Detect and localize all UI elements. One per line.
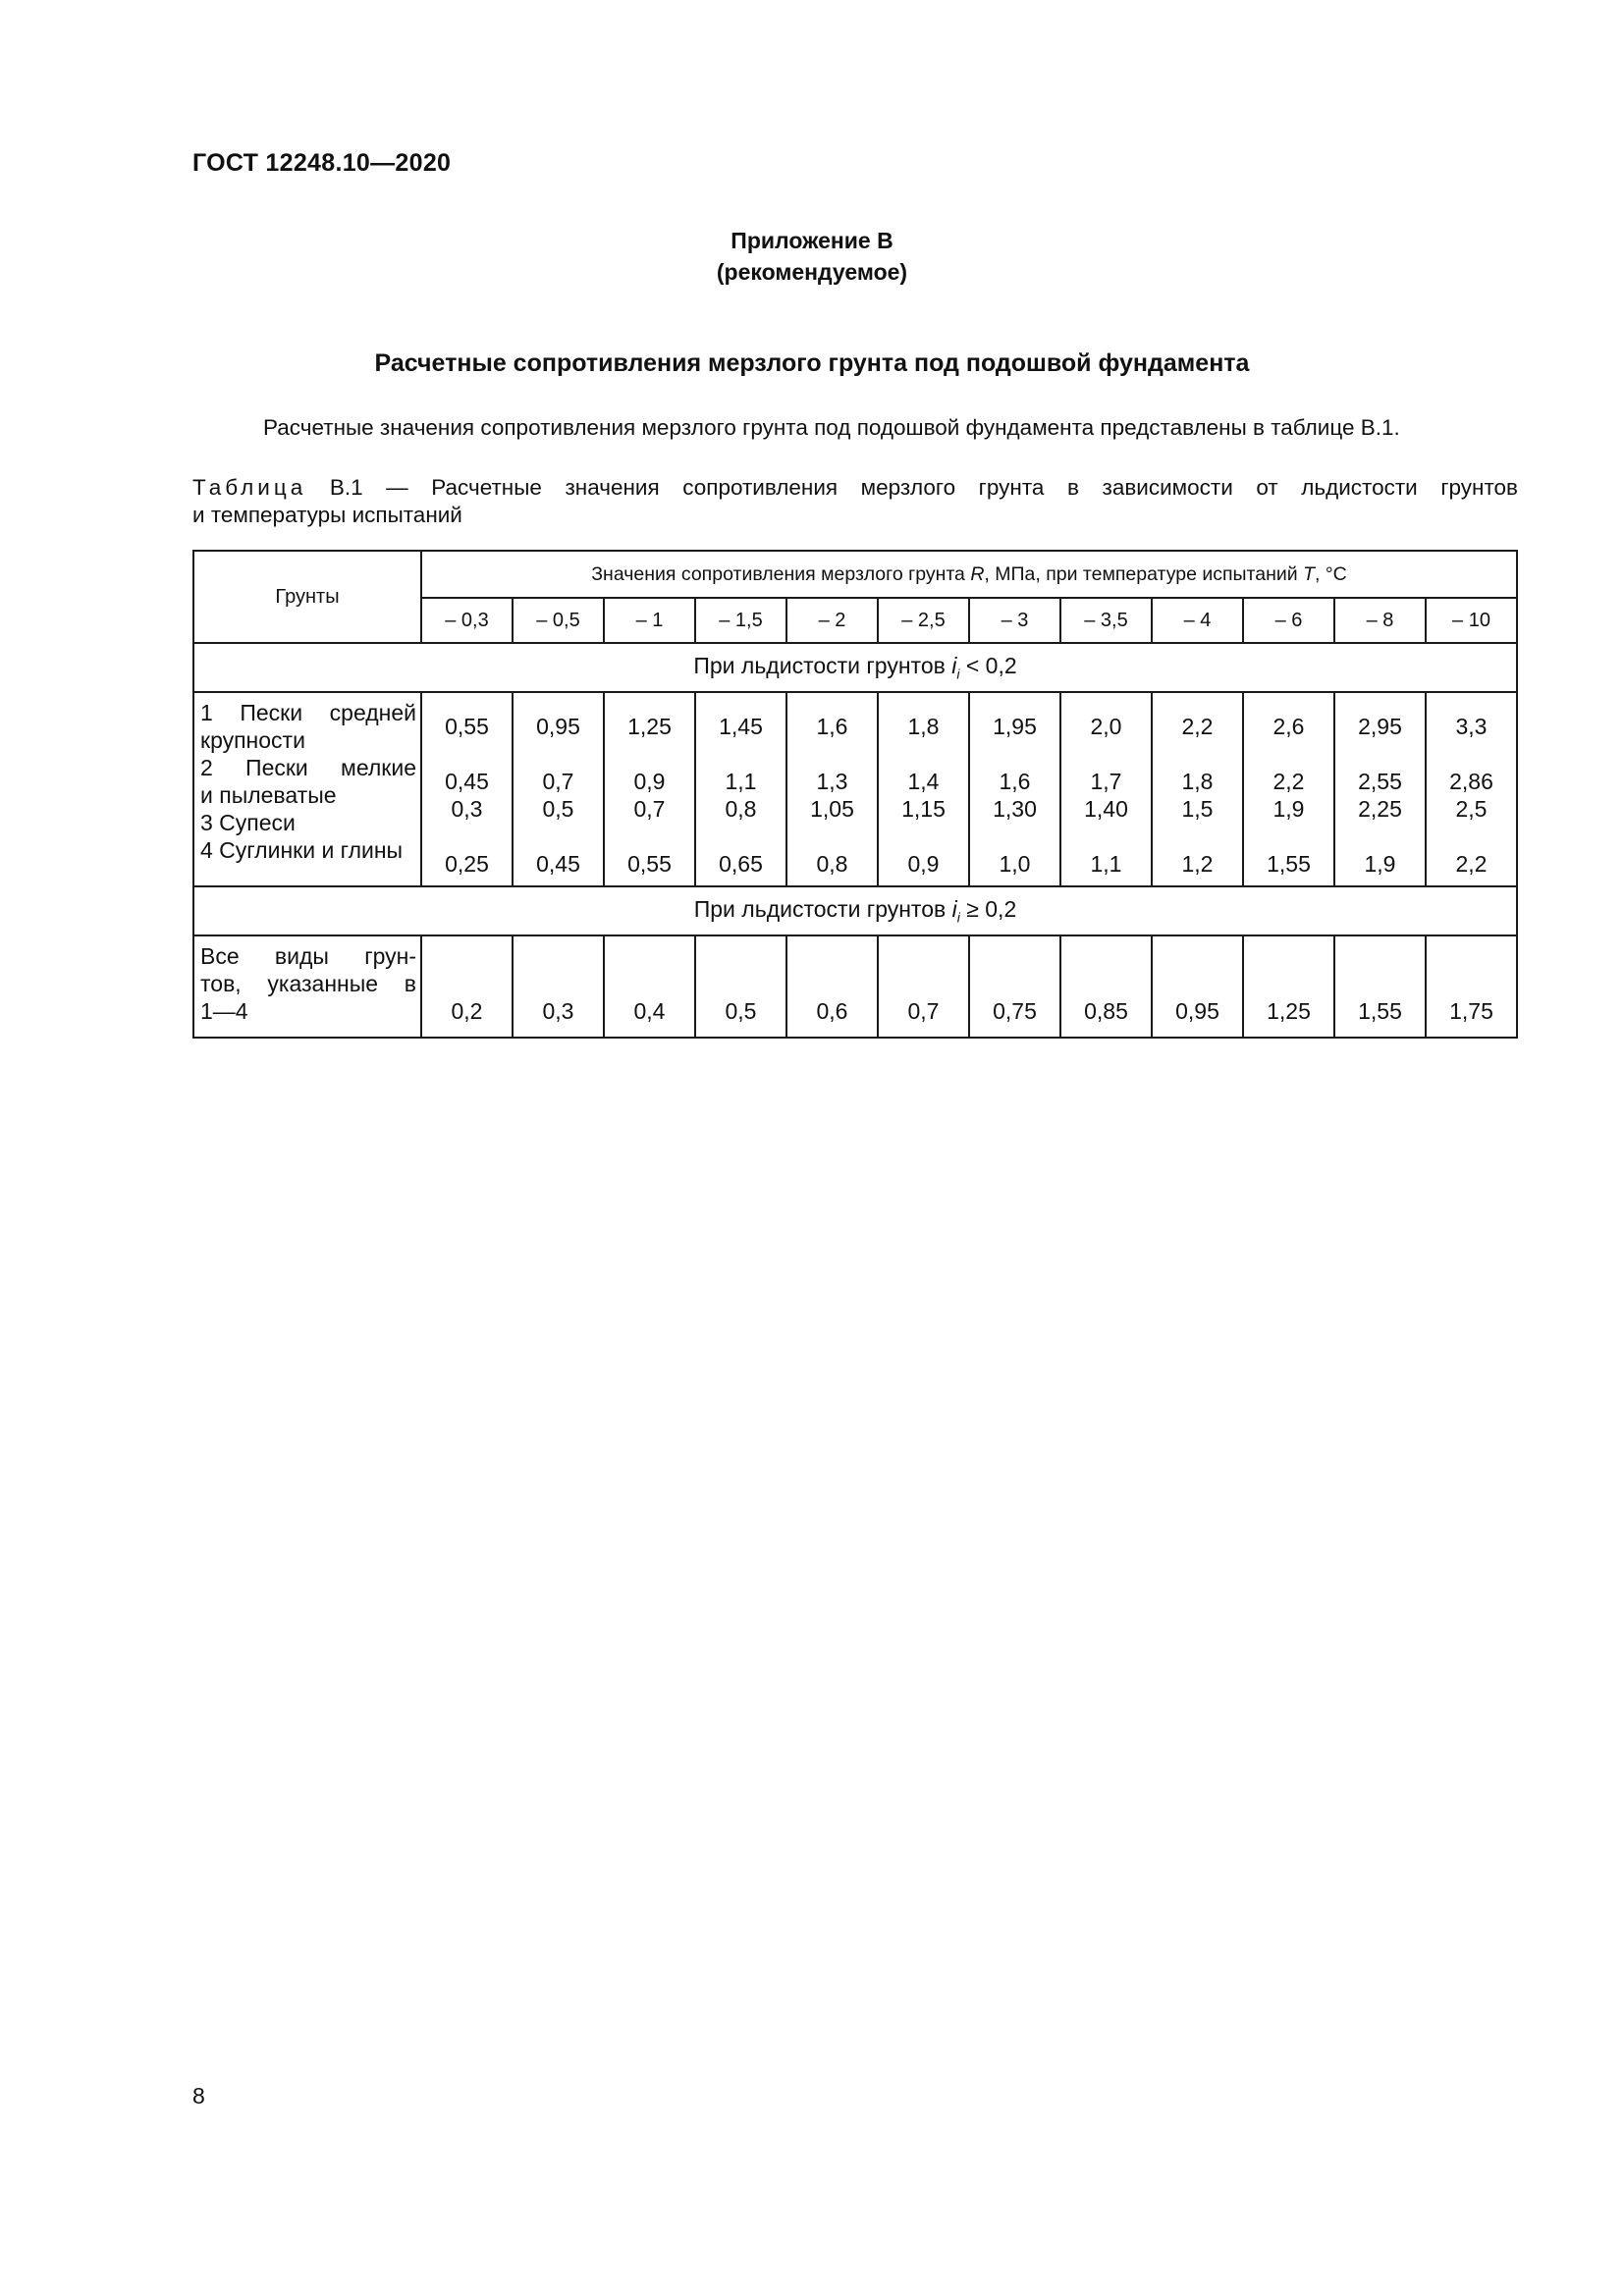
table-cell-value: 1,6 bbox=[999, 769, 1031, 794]
group1-row bbox=[193, 692, 1517, 886]
resistance-table bbox=[192, 550, 1518, 1039]
table-cell-value: 0,9 bbox=[633, 769, 666, 794]
table-cell-value: 0,5 bbox=[542, 796, 574, 822]
temperature-header-cell: – 6 bbox=[1243, 598, 1334, 643]
table-cell-value: 2,86 bbox=[1449, 769, 1493, 794]
group2-row bbox=[193, 935, 1517, 1038]
group2-value-cell bbox=[1243, 935, 1334, 1038]
group2-soil-labels bbox=[193, 935, 421, 1038]
group1-value-column bbox=[1060, 692, 1152, 886]
table-cell-value: 0,85 bbox=[1084, 998, 1128, 1024]
table-cell-value: 1,55 bbox=[1267, 851, 1311, 877]
table-cell-value: 1,2 bbox=[1181, 851, 1214, 877]
temperature-header-cell: – 8 bbox=[1334, 598, 1426, 643]
table-cell-value: 1,9 bbox=[1272, 796, 1305, 822]
table-cell-value: 0,9 bbox=[907, 851, 940, 877]
table-cell-value: 1,30 bbox=[993, 796, 1037, 822]
appendix-note: (рекомендуемое) bbox=[716, 259, 908, 285]
temperature-header-cell: – 0,5 bbox=[513, 598, 604, 643]
table-cell-value: 0,2 bbox=[451, 998, 483, 1024]
table-cell-value: 1,8 bbox=[1181, 769, 1214, 794]
table-cell-value: 1,8 bbox=[907, 714, 940, 739]
table-cell-value: 1,15 bbox=[901, 796, 946, 822]
table-cell-value: 0,8 bbox=[725, 796, 757, 822]
table-caption-line2: и температуры испытаний bbox=[192, 503, 462, 527]
table-cell-value: 1,3 bbox=[816, 769, 848, 794]
band-high-tail: ≥ 0,2 bbox=[966, 896, 1017, 923]
section-title: Расчетные сопротивления мерзлого грунта под подошвой фундамента bbox=[374, 349, 1250, 377]
group2-value-cell bbox=[1426, 935, 1517, 1038]
table-cell-value: 0,25 bbox=[445, 851, 489, 877]
soil-column-header: Грунты bbox=[193, 551, 421, 643]
group2-value-cell bbox=[695, 935, 786, 1038]
table-cell-value: 1,1 bbox=[1090, 851, 1122, 877]
group2-value-cell bbox=[513, 935, 604, 1038]
table-cell-value: 0,5 bbox=[725, 998, 757, 1024]
table-cell-value: 1,4 bbox=[907, 769, 940, 794]
group2-value-cell bbox=[421, 935, 513, 1038]
group1-value-column bbox=[695, 692, 786, 886]
table-cell-value: 0,65 bbox=[719, 851, 763, 877]
table-cell-value: 0,45 bbox=[445, 769, 489, 794]
soil-label-all-1: Все виды грун- bbox=[200, 943, 416, 969]
table-cell-value: 3,3 bbox=[1455, 714, 1488, 739]
temperature-header-cell: – 4 bbox=[1152, 598, 1243, 643]
temperature-header-cell: – 1,5 bbox=[695, 598, 786, 643]
temperature-header-cell: – 1 bbox=[604, 598, 695, 643]
group1-value-column bbox=[1152, 692, 1243, 886]
soil-label-1b: крупности bbox=[200, 727, 305, 753]
group1-value-column bbox=[1426, 692, 1517, 886]
appendix-title: Приложение В bbox=[731, 228, 893, 253]
table-cell-value: 1,05 bbox=[810, 796, 854, 822]
table-cell-value: 0,75 bbox=[993, 998, 1037, 1024]
group2-value-cell bbox=[786, 935, 878, 1038]
group1-value-column bbox=[604, 692, 695, 886]
caption-line1: В.1 — Расчетные значения сопротивления мерзлого грунта в зависимости от льдистости грунтов bbox=[329, 475, 1518, 500]
temperature-header-cell: – 0,3 bbox=[421, 598, 513, 643]
group2-value-cell bbox=[604, 935, 695, 1038]
soil-label-2a: 2 Пески мелкие bbox=[200, 755, 416, 780]
table-cell-value: 0,4 bbox=[633, 998, 666, 1024]
table-cell-value: 0,95 bbox=[536, 714, 580, 739]
table-cell-value: 2,95 bbox=[1358, 714, 1402, 739]
table-cell-value: 1,0 bbox=[999, 851, 1031, 877]
table-cell-value: 1,75 bbox=[1449, 998, 1493, 1024]
table-cell-value: 0,7 bbox=[633, 796, 666, 822]
table-cell-value: 0,55 bbox=[627, 851, 672, 877]
table-cell-value: 0,55 bbox=[445, 714, 489, 739]
group2-value-cell bbox=[969, 935, 1060, 1038]
group1-value-column bbox=[421, 692, 513, 886]
group1-value-column bbox=[786, 692, 878, 886]
table-cell-value: 2,25 bbox=[1358, 796, 1402, 822]
table-cell-value: 2,2 bbox=[1272, 769, 1305, 794]
ice-content-band-low: При льдистости грунтов $i_i < 0,2$ bbox=[193, 643, 1517, 692]
table-cell-value: 0,7 bbox=[907, 998, 940, 1024]
soil-label-3: 3 Супеси bbox=[200, 810, 296, 835]
group1-soil-labels bbox=[193, 692, 421, 886]
table-cell-value: 2,0 bbox=[1090, 714, 1122, 739]
table-cell-value: 1,25 bbox=[627, 714, 672, 739]
table-cell-value: 1,6 bbox=[816, 714, 848, 739]
table-cell-value: 0,45 bbox=[536, 851, 580, 877]
group1-value-column bbox=[969, 692, 1060, 886]
table-cell-value: 0,3 bbox=[451, 796, 483, 822]
value-column-header: Значения сопротивления мерзлого грунта R, МПа, при температуре испытаний T, °С bbox=[421, 551, 1517, 598]
table-caption bbox=[192, 473, 1518, 502]
table-cell-value: 1,55 bbox=[1358, 998, 1402, 1024]
group2-value-cell bbox=[878, 935, 969, 1038]
group1-value-column bbox=[1243, 692, 1334, 886]
band-low-var: i bbox=[951, 653, 957, 679]
table-cell-value: 1,45 bbox=[719, 714, 763, 739]
soil-label-4: 4 Суглинки и глины bbox=[200, 837, 404, 863]
table-cell-value: 2,55 bbox=[1358, 769, 1402, 794]
band-high-text: При льдистости грунтов bbox=[693, 896, 947, 923]
group2-value-cell bbox=[1334, 935, 1426, 1038]
table-cell-value: 1,25 bbox=[1267, 998, 1311, 1024]
table-cell-value: 0,6 bbox=[816, 998, 848, 1024]
table-cell-value: 2,2 bbox=[1181, 714, 1214, 739]
temperature-header-cell: – 3 bbox=[969, 598, 1060, 643]
group2-value-cell bbox=[1060, 935, 1152, 1038]
group1-value-column bbox=[878, 692, 969, 886]
soil-label-all-2: тов, указанные в bbox=[200, 971, 416, 996]
temperature-header-cell: – 2,5 bbox=[878, 598, 969, 643]
soil-label-1a: 1 Пески средней bbox=[200, 700, 416, 725]
group2-value-cell bbox=[1152, 935, 1243, 1038]
band-low-tail: < 0,2 bbox=[965, 653, 1017, 679]
table-cell-value: 0,8 bbox=[816, 851, 848, 877]
standard-number: ГОСТ 12248.10—2020 bbox=[192, 149, 452, 177]
table-cell-value: 1,95 bbox=[993, 714, 1037, 739]
soil-label-all-3: 1—4 bbox=[200, 998, 248, 1024]
band-high-var: i bbox=[951, 896, 957, 923]
table-cell-value: 1,9 bbox=[1364, 851, 1396, 877]
table-cell-value: 1,7 bbox=[1090, 769, 1122, 794]
temperature-header-cell: – 2 bbox=[786, 598, 878, 643]
table-cell-value: 2,5 bbox=[1455, 796, 1488, 822]
page-number: 8 bbox=[192, 2083, 205, 2109]
group1-value-column bbox=[513, 692, 604, 886]
temperature-header-cell: – 3,5 bbox=[1060, 598, 1152, 643]
table-cell-value: 0,7 bbox=[542, 769, 574, 794]
table-cell-value: 2,6 bbox=[1272, 714, 1305, 739]
table-cell-value: 1,1 bbox=[725, 769, 757, 794]
caption-label: Таблица bbox=[192, 475, 307, 500]
ice-content-band-high: При льдистости грунтов $i_i \ge 0,2$ bbox=[193, 886, 1517, 935]
group1-value-column bbox=[1334, 692, 1426, 886]
table-cell-value: 1,40 bbox=[1084, 796, 1128, 822]
table-cell-value: 0,3 bbox=[542, 998, 574, 1024]
temperature-header-cell: – 10 bbox=[1426, 598, 1517, 643]
soil-label-2b: и пылеватые bbox=[200, 782, 337, 808]
table-cell-value: 0,95 bbox=[1175, 998, 1219, 1024]
table-cell-value: 1,5 bbox=[1181, 796, 1214, 822]
band-low-text: При льдистости грунтов bbox=[693, 653, 946, 679]
intro-paragraph: Расчетные значения сопротивления мерзлого грунта под подошвой фундамента представлены в таблице В.1. bbox=[263, 415, 1400, 440]
table-cell-value: 2,2 bbox=[1455, 851, 1488, 877]
